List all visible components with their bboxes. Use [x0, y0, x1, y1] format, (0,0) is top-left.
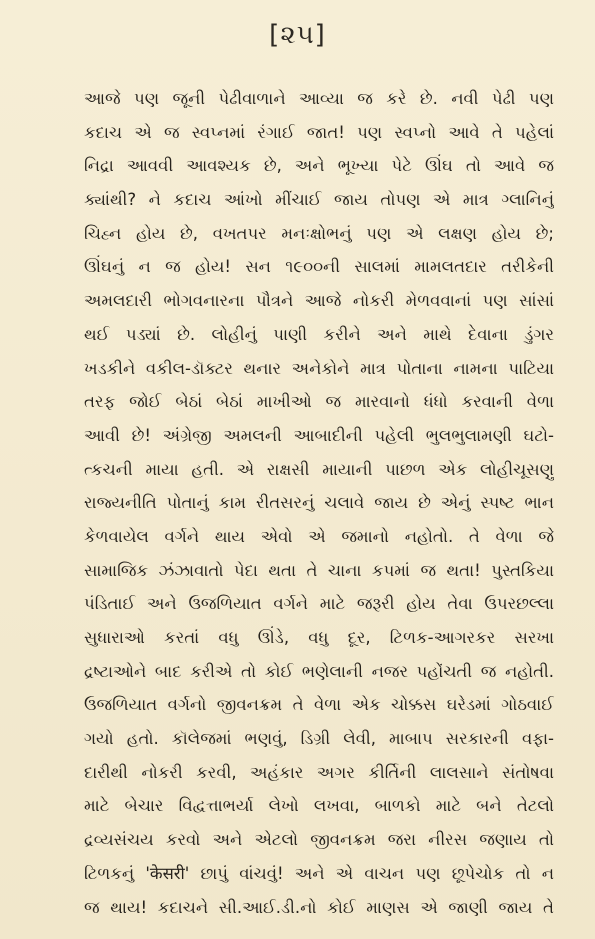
text-line: દારીથી નોકરી કરવી, અહંકાર અગર કીર્તિની લાલસાને સંતોષવા [84, 762, 554, 782]
text-line: દ્રષ્ટાઓને બાદ કરીએ તો કોઈ ભણેલાની નજર પહોંચતી જ નહોતી. [84, 661, 554, 681]
text-line: સામાજિક ઝંઝાવાતો પેદા થતા તે ચાના કપમાં જ થતા! પુસ્તકિયા [84, 560, 554, 580]
text-line: આવી છે! અંગ્રેજી અમલની આબાદીની પહેલી ભુલભુલામણી ઘટો- [84, 425, 554, 445]
text-line: નિદ્રા આવવી આવશ્યક છે, અને ભૂખ્યા પેટે ઊંઘ તો આવે જ [84, 156, 554, 176]
text-line: આજે પણ જૂની પેઢીવાળાને આવ્યા જ કરે છે. નવી પેઢી પણ [84, 89, 554, 108]
text-line: કદાચ એ જ સ્વપ્નમાં રંગાઈ જાત! પણ સ્વપ્નો આવે તે પહેલાં [84, 122, 554, 142]
text-line: ત્કચની માયા હતી. એ રાક્ષસી માયાની પાછળ એક લોહીચૂસણુ [84, 459, 554, 479]
text-line: સુધારાઓ કરતાં વધુ ઊંડે, વધુ દૂર, ટિળક-આગરકર સરખા [84, 628, 554, 647]
text-line: કેળવાયેલ વર્ગને થાય એવો એ જમાનો નહોતો. તે વેળા જે [84, 526, 554, 546]
text-line: તરફ જોઈ બેઠાં બેઠાં માખીઓ જ મારવાનો ધંધો કરવાની વેળા [84, 392, 554, 412]
text-line: ગયો હતો. કૉલેજમાં ભણવું, ડિગ્રી લેવી, માબાપ સરકારની વફા- [84, 729, 554, 749]
text-line: ખડકીને વકીલ-ડૉક્ટર થનાર અનેકોને માત્ર પોતાના નામના પાટિયા [84, 358, 554, 378]
text-line: થઈ પડ્યાં છે. લોહીનું પાણી કરીને અને માથે દેવાના ડુંગર [84, 324, 554, 344]
text-line: જ થાય! કદાચને સી.આઈ.ડી.નો કોઈ માણસ એ જાણી જાય તે [84, 897, 554, 917]
text-line: ઉજળિયાત વર્ગનો જીવનક્રમ તે વેળા એક ચોક્કસ ઘરેડમાં ગોઠવાઈ [84, 695, 554, 715]
text-line: ક્યાંથી? ને કદાચ આંખો મીંચાઈ જાય તોપણ એ માત્ર ગ્લાનિનું [84, 190, 554, 210]
text-line: રાજ્યનીતિ પોતાનું કામ રીતસરનું ચલાવે જાય છે એનું સ્પષ્ટ ભાન [84, 493, 554, 513]
text-line: માટે બેચાર વિદ્વત્તાભર્યા લેખો લખવા, બાળકો માટે બને તેટલો [84, 796, 554, 816]
text-line: ચિહ્ન હોય છે, વખતપર મનઃક્ષોભનું પણ એ લક્ષણ હોય છે; [84, 223, 554, 243]
text-line: ઊંઘનું ન જ હોય! સન ૧૯૦૦ની સાલમાં મામલતદાર તરીકેની [84, 257, 554, 277]
text-line: પંડિતાઈ અને ઉજળિયાત વર્ગને માટે જરૂરી હોય તેવા ઉપરછલ્લા [84, 594, 554, 614]
text-line: દ્રવ્યસંચય કરવો અને એટલો જીવનક્રમ જરા નીરસ જણાય તો [84, 830, 554, 850]
page-number: [૨૫] [269, 20, 326, 50]
text-line: ટિળકનું 'केसरी' છાપું વાંચવું! અને એ વાચન પણ છૂપેચોક તો ન [84, 863, 554, 883]
text-line: અમલદારી ભોગવનારના પૌત્રને આજે નોકરી મેળવવાનાં પણ સાંસાં [84, 291, 554, 311]
body-text [84, 82, 554, 924]
